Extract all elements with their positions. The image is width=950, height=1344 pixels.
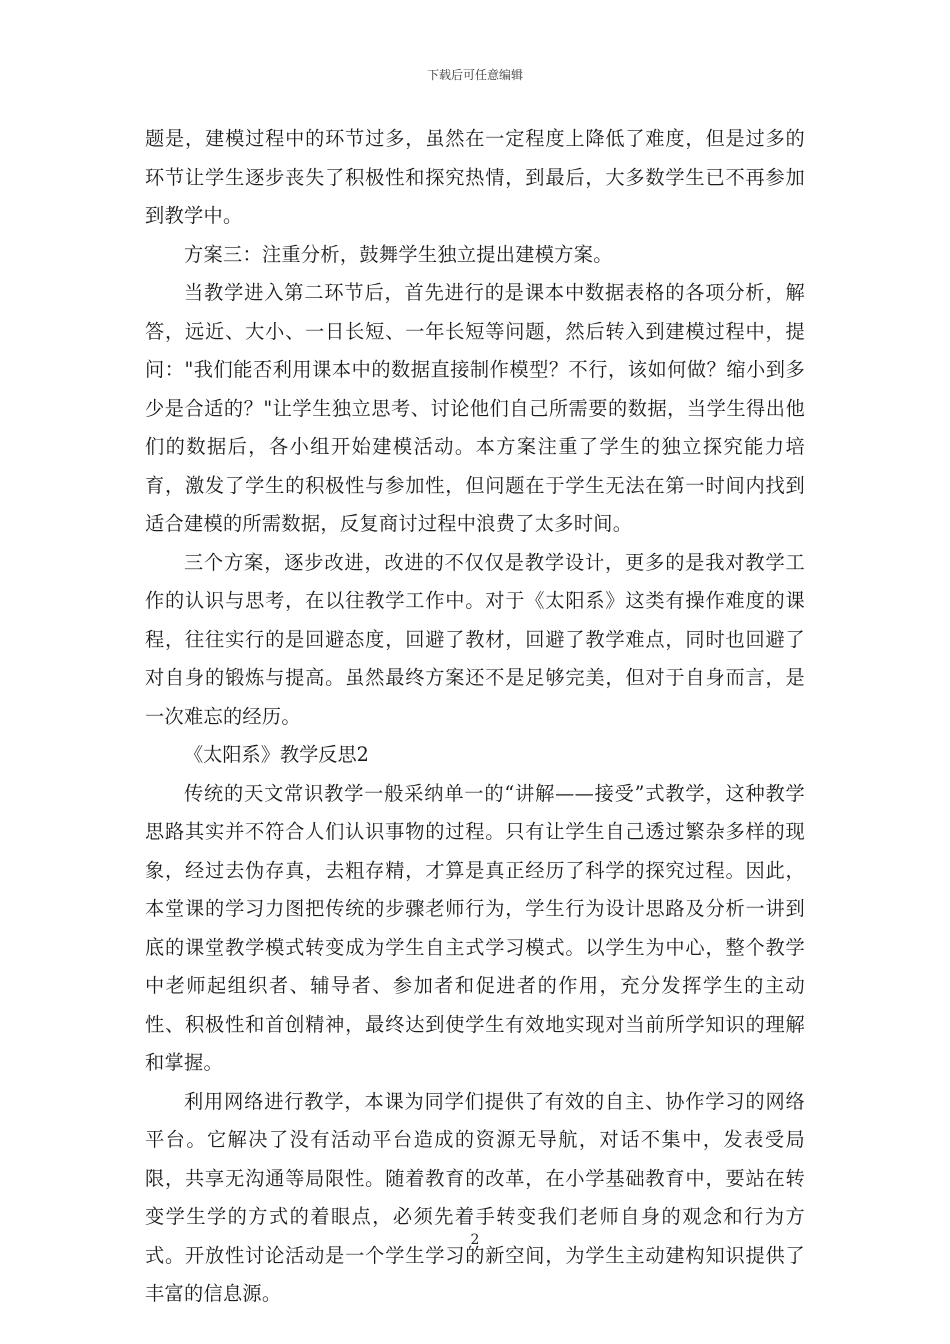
section-heading: 《太阳系》教学反思2	[184, 743, 369, 766]
page-number: 2	[470, 1232, 480, 1248]
paragraph-traditional-teaching: 传统的天文常识教学一般采纳单一的“讲解——接受”式教学，这种教学思路其实并不符合人们认识事物的过程。只有让学生自己透过繁杂多样的现象，经过去伪存真，去粗存精，才算是真正经历了科学的探究过程。因此，本堂课的学习力图把传统的步骤老师行为，学生行为设计思路及分析一讲到底的课堂教学模式转变成为学生自主式学习模式。以学生为中心，整个教学中老师起组织者、辅导者、参加者和促进者的作用，充分发挥学生的主动性、积极性和首创精神，最终达到使学生有效地实现对当前所学知识的理解和掌握。	[145, 781, 805, 1074]
paragraph-teaching-process: 当教学进入第二环节后，首先进行的是课本中数据表格的各项分析，解答，远近、大小、一日长短、一年长短等问题，然后转入到建模过程中，提问："我们能否利用课本中的数据直接制作模型？不行，该如何做？缩小到多少是合适的？"让学生独立思考、讨论他们自己所需要的数据，当学生得出他们的数据后，各小组开始建模活动。本方案注重了学生的独立探究能力培育，激发了学生的积极性与参加性，但问题在于学生无法在第一时间内找到适合建模的所需数据，反复商讨过程中浪费了太多时间。	[145, 281, 805, 535]
paragraph-network-teaching: 利用网络进行教学，本课为同学们提供了有效的自主、协作学习的网络平台。它解决了没有活动平台造成的资源无导航，对话不集中，发表受局限，共享无沟通等局限性。随着教育的改革，在小学基础教育中，要站在转变学生学的方式的着眼点，必须先着手转变我们老师自身的观念和行为方式。开放性讨论活动是一个学生学习的新空间，为学生主动建构知识提供了丰富的信息源。	[145, 1089, 805, 1305]
paragraph-three-plans: 三个方案，逐步改进，改进的不仅仅是教学设计，更多的是我对教学工作的认识与思考，在以往教学工作中。对于《太阳系》这类有操作难度的课程，往往实行的是回避态度，回避了教材，回避了教学难点，同时也回避了对自身的锻炼与提高。虽然最终方案还不是足够完美，但对于自身而言，是一次难忘的经历。	[145, 550, 805, 728]
paragraph-plan-three: 方案三：注重分析，鼓舞学生独立提出建模方案。	[184, 242, 613, 266]
page-header: 下载后可任意编辑	[426, 68, 523, 82]
document-body	[145, 120, 805, 1314]
paragraph-continuation: 题是，建模过程中的环节过多，虽然在一定程度上降低了难度，但是过多的环节让学生逐步丧失了积极性和探究热情，到最后，大多数学生已不再参加到教学中。	[145, 127, 805, 227]
